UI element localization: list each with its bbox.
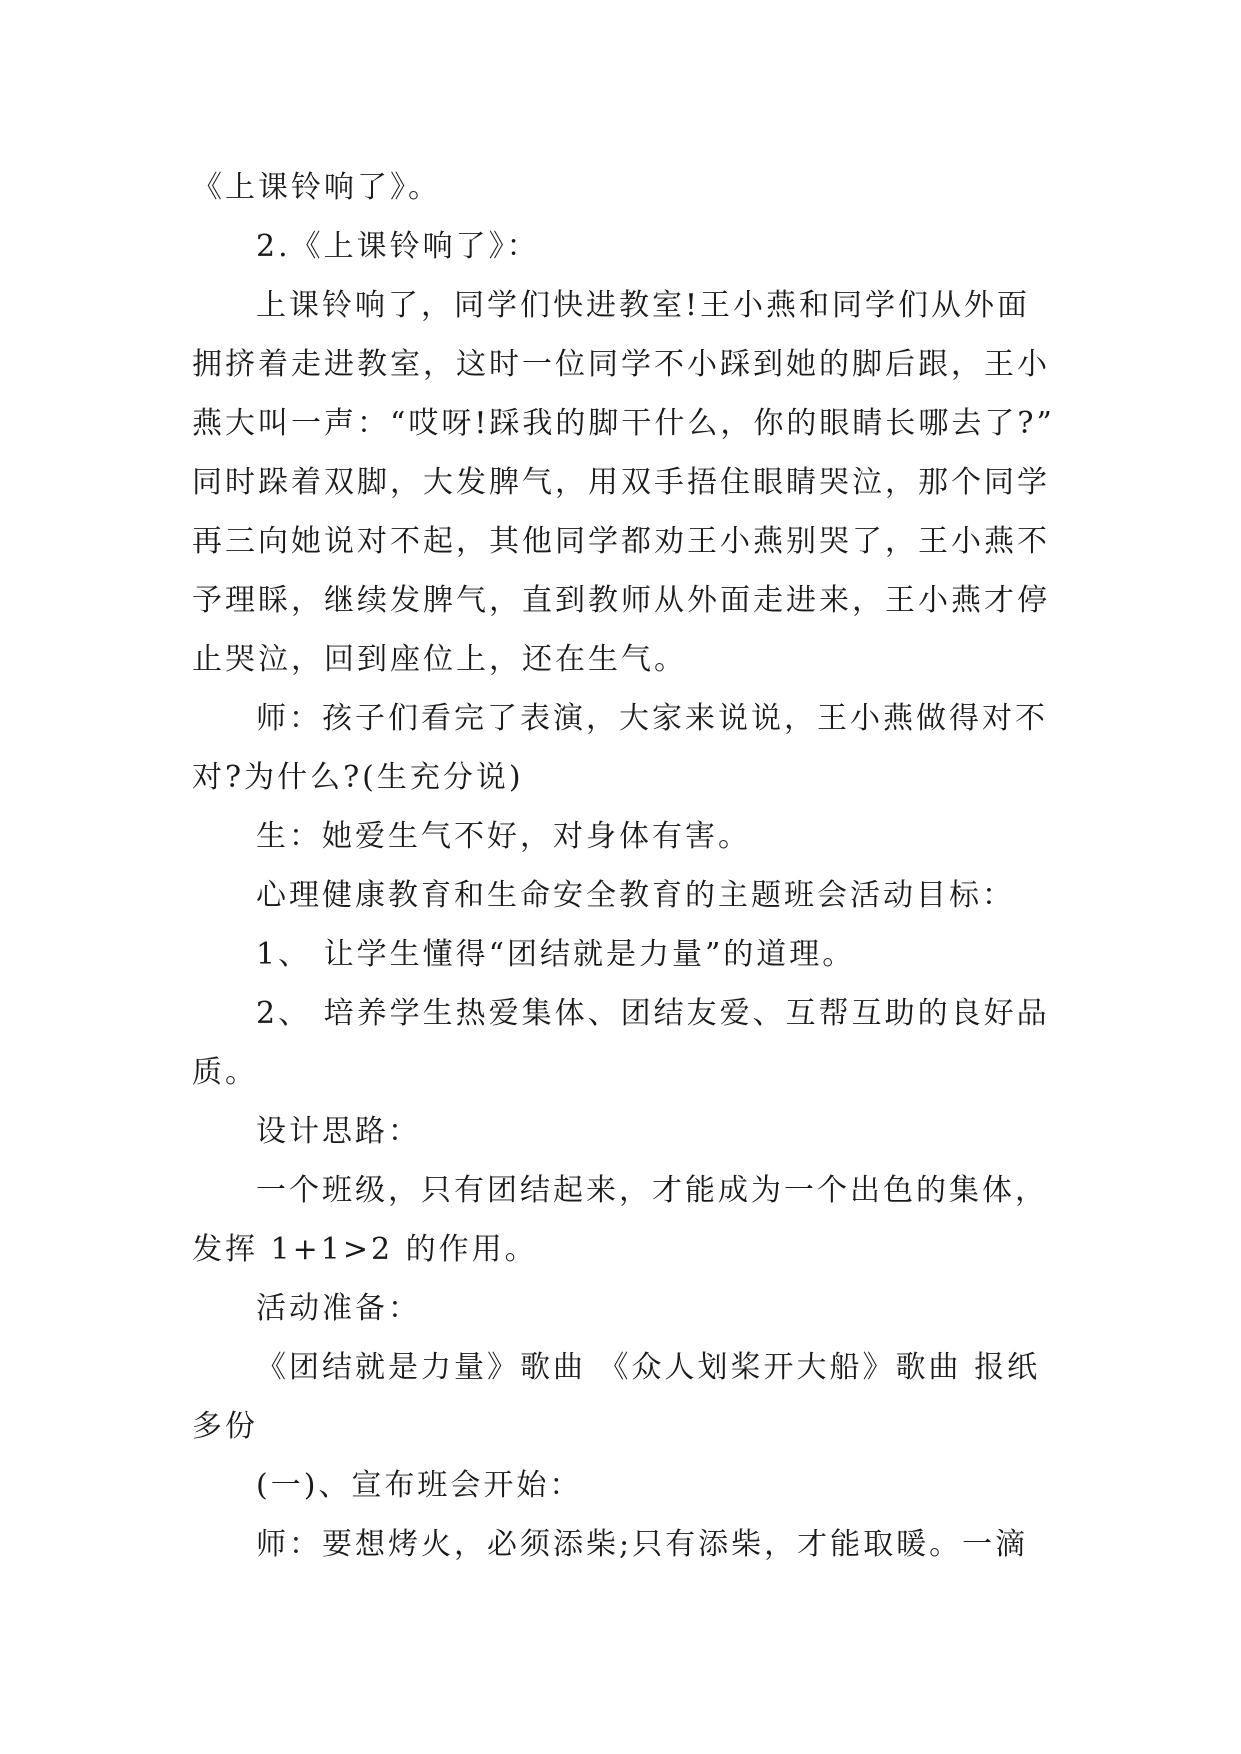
- text-line: 拥挤着走进教室，这时一位同学不小踩到她的脚后跟，王小: [192, 347, 1050, 382]
- text-line: 质。: [192, 1055, 258, 1090]
- text-line: 活动准备：: [256, 1291, 421, 1326]
- text-line: 师：要想烤火，必须添柴;只有添柴，才能取暖。一滴: [256, 1527, 1029, 1562]
- text-line: 再三向她说对不起，其他同学都劝王小燕别哭了，王小燕不: [192, 524, 1050, 559]
- document-body: [192, 158, 1055, 1574]
- text-line: 心理健康教育和生命安全教育的主题班会活动目标：: [256, 878, 1015, 913]
- text-line: (一)、宣布班会开始：: [256, 1468, 583, 1503]
- text-line: 2、 培养学生热爱集体、团结友爱、互帮互助的良好品: [256, 996, 1050, 1031]
- text-line: 上课铃响了，同学们快进教室!王小燕和同学们从外面: [256, 288, 1031, 323]
- text-line: 《上课铃响了》。: [192, 170, 441, 205]
- text-line: 《团结就是力量》歌曲 《众人划桨开大船》歌曲 报纸: [256, 1350, 1041, 1385]
- text-line: 设计思路：: [256, 1114, 421, 1149]
- text-line: 一个班级，只有团结起来，才能成为一个出色的集体，: [256, 1173, 1048, 1208]
- text-line: 2.《上课铃响了》：: [256, 229, 540, 264]
- text-line: 对?为什么?(生充分说): [192, 760, 524, 795]
- text-line: 止哭泣，回到座位上，还在生气。: [192, 642, 687, 677]
- text-line: 燕大叫一声：“哎呀!踩我的脚干什么，你的眼睛长哪去了?”: [192, 406, 1055, 441]
- text-line: 1、 让学生懂得“团结就是力量”的道理。: [256, 937, 856, 972]
- text-line: 发挥 1+1>2 的作用。: [192, 1232, 538, 1267]
- text-line: 师：孩子们看完了表演，大家来说说，王小燕做得对不: [256, 701, 1048, 736]
- text-line: 多份: [192, 1409, 258, 1444]
- text-line: 予理睬，继续发脾气，直到教师从外面走进来，王小燕才停: [192, 583, 1050, 618]
- text-line: 同时跺着双脚，大发脾气，用双手捂住眼睛哭泣，那个同学: [192, 465, 1050, 500]
- text-line: 生：她爱生气不好，对身体有害。: [256, 819, 751, 854]
